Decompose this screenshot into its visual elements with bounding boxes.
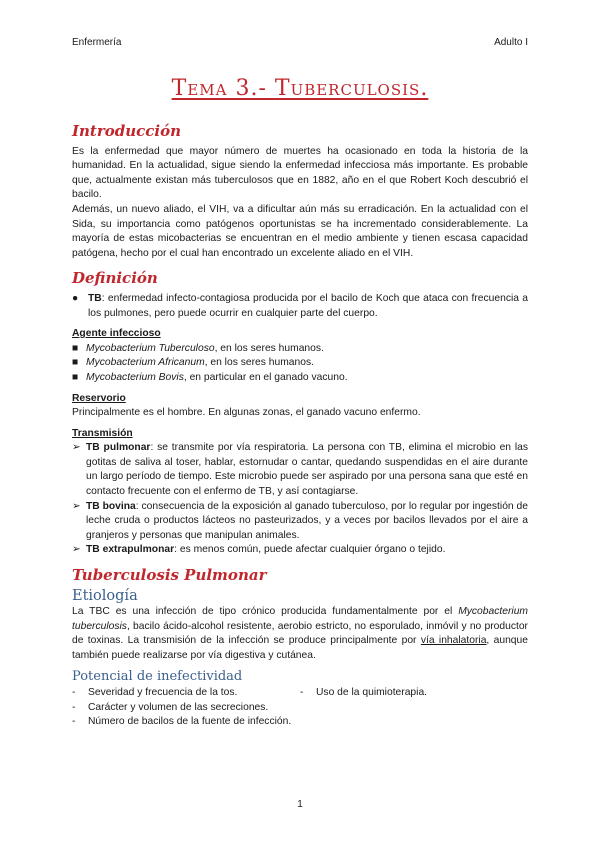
agente-rest: , en los seres humanos. bbox=[214, 342, 324, 354]
transmision-title: Transmisión bbox=[72, 427, 133, 439]
etiologia-text-b: , bacilo ácido-alcohol resistente, aerobio estricto, no esporulado, inmóvil y no productor de toxinas. La transmisión de la infección se produce principalmente por bbox=[72, 620, 528, 647]
tb-text: : enfermedad infecto-contagiosa producida por el bacilo de Koch que ataca con frecuencia a los pulmones, pero puede ocurrir en cualquier parte del cuerpo. bbox=[88, 292, 528, 319]
transmision-text: : es menos común, puede afectar cualquier órgano o tejido. bbox=[174, 544, 446, 556]
transmision-list bbox=[72, 441, 528, 558]
transmision-item bbox=[72, 500, 528, 544]
reservorio-text: Principalmente es el hombre. En algunas zonas, el ganado vacuno enfermo. bbox=[72, 407, 421, 419]
potencial-item: Número de bacilos de la fuente de infección. bbox=[88, 716, 292, 728]
arrow-bullet-icon: ➢ bbox=[72, 442, 81, 454]
agente-rest: , en particular en el ganado vacuno. bbox=[183, 371, 348, 383]
etiologia-text-a: La TBC es una infección de tipo crónico producida fundamentalmente por el bbox=[72, 606, 459, 618]
definicion-heading: Definición bbox=[72, 269, 158, 288]
document-body bbox=[72, 124, 528, 730]
square-bullet-icon: ■ bbox=[72, 342, 79, 354]
list-item bbox=[72, 715, 300, 730]
title-prefix: Tema 3.- bbox=[171, 76, 275, 101]
potencial-right-column bbox=[300, 686, 528, 730]
etiologia-species: Mycobacterium tuberculosis bbox=[72, 606, 528, 632]
arrow-bullet-icon: ➢ bbox=[72, 544, 81, 556]
bullet-icon: ● bbox=[72, 292, 79, 304]
transmision-text: : se transmite por vía respiratoria. La persona con TB, elimina el microbio en las gotitas de saliva al toser, hablar, estornudar o cantar, quedando suspendidas en el aire durante un largo período de tiempo. Este microbio puede ser aspirado por una persona sana que esté en contacto frecuente con el enfermo de TB, y así contagiarse. bbox=[86, 442, 528, 498]
transmision-label: TB pulmonar bbox=[86, 442, 151, 454]
header-left: Enfermería bbox=[72, 37, 122, 48]
page-title bbox=[0, 76, 600, 101]
potencial-heading: Potencial de inefectividad bbox=[72, 668, 243, 684]
intro-paragraph-2: Además, un nuevo aliado, el VIH, va a dificultar aún más su erradicación. En la actualidad con el Sida, su importancia como patógenos oportunistas se ha incrementado considerablemente. La mayoría de estas micobacterias se encuentran en el medio ambiente y tienen escasa capacidad patógena, hecho por el cual han encontrado un excelente aliado en el VIH. bbox=[72, 203, 528, 259]
etiologia-heading: Etiología bbox=[72, 587, 138, 604]
dash-marker: - bbox=[72, 716, 76, 728]
square-bullet-icon: ■ bbox=[72, 371, 79, 383]
transmision-item bbox=[72, 543, 528, 558]
etiologia-text-c: , aunque también puede realizarse por vía digestiva y cutánea. bbox=[72, 635, 528, 661]
transmision-text: : consecuencia de la exposición al ganado tuberculoso, por lo regular por ingestión de leche cruda o productos lácteos no pasteurizados, y a veces por bacilos llevados por el aire a granjeros y personas que manipulan animales. bbox=[86, 500, 528, 541]
list-item bbox=[72, 701, 300, 716]
list-item bbox=[300, 686, 528, 701]
tb-definition-item bbox=[72, 292, 528, 321]
etiologia-paragraph bbox=[72, 605, 528, 663]
agente-rest: , en los seres humanos. bbox=[204, 357, 314, 369]
agente-item bbox=[72, 371, 528, 386]
square-bullet-icon: ■ bbox=[72, 357, 79, 369]
etiologia-underlined: vía inhalatoria bbox=[420, 635, 487, 647]
title-main: Tuberculosis. bbox=[274, 76, 429, 101]
intro-heading: Introducción bbox=[72, 122, 182, 140]
agente-list bbox=[72, 342, 528, 386]
list-item bbox=[72, 686, 300, 701]
tb-definition-text bbox=[88, 292, 528, 321]
pulmonar-heading: Tuberculosis Pulmonar bbox=[72, 566, 267, 585]
intro-paragraph-1: Es la enfermedad que mayor número de muertes ha ocasionado en toda la historia de la humanidad. En la actualidad, sigue siendo la enfermedad infecciosa más importante. Es probable que, actualmente existan más tuberculosos que en 1882, año en el que Robert Koch descubrió el bacilo. bbox=[72, 145, 528, 201]
agente-name: Mycobacterium Tuberculoso bbox=[86, 342, 215, 354]
page-number: 1 bbox=[297, 799, 303, 810]
potencial-item: Carácter y volumen de las secreciones. bbox=[88, 701, 269, 713]
agente-title: Agente infeccioso bbox=[72, 328, 161, 340]
agente-name: Mycobacterium Bovis bbox=[86, 371, 184, 383]
reservorio-title: Reservorio bbox=[72, 392, 126, 404]
header-right: Adulto I bbox=[494, 37, 528, 48]
transmision-label: TB bovina bbox=[86, 500, 136, 512]
agente-name: Mycobacterium Africanum bbox=[86, 357, 205, 369]
dash-marker: - bbox=[72, 701, 76, 713]
agente-item bbox=[72, 342, 528, 357]
dash-marker: - bbox=[72, 687, 76, 699]
agente-item bbox=[72, 356, 528, 371]
transmision-label: TB extrapulmonar bbox=[86, 544, 175, 556]
potencial-item: Severidad y frecuencia de la tos. bbox=[88, 687, 238, 699]
potencial-columns bbox=[72, 686, 528, 730]
tb-label: TB bbox=[88, 292, 102, 304]
potencial-left-column bbox=[72, 686, 300, 730]
potencial-item: Uso de la quimioterapia. bbox=[316, 687, 428, 699]
dash-marker: - bbox=[300, 687, 304, 699]
transmision-item bbox=[72, 441, 528, 499]
arrow-bullet-icon: ➢ bbox=[72, 500, 81, 512]
